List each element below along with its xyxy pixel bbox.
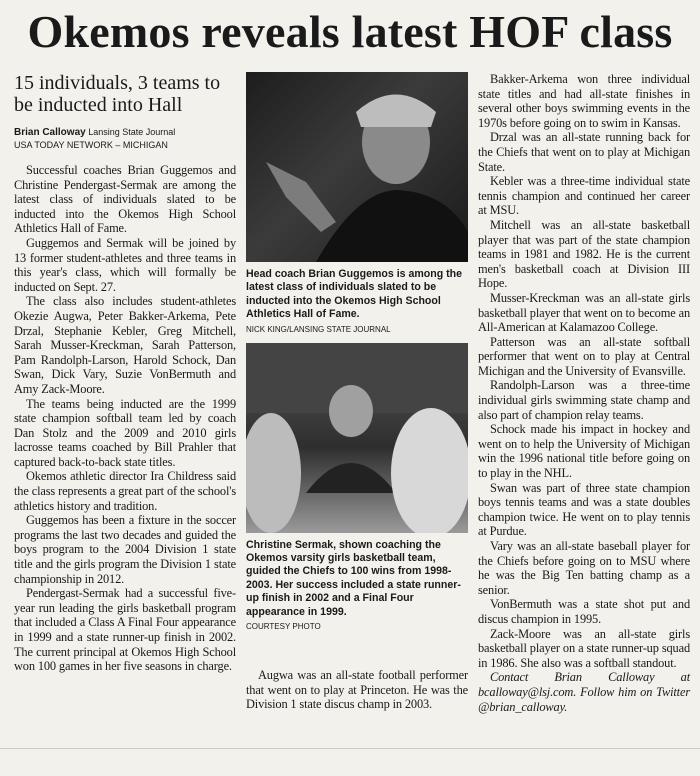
coach-sermak-photo	[246, 343, 468, 533]
paragraph: Patterson was an all-state softball performer that went on to play at Central Michigan and the University of Evansville.	[478, 334, 690, 378]
paragraph: Drzal was an all-state running back for the Chiefs that went on to play at Michigan State.	[478, 130, 690, 174]
paragraph: Swan was part of three state champion boys tennis teams and was a state doubles champion twice. He went on to play tennis at Purdue.	[478, 480, 690, 539]
paragraph: Augwa was an all-state football performer that went on to play at Princeton. He was the Division 1 state discus champ in 2003.	[246, 668, 468, 712]
bottom-rule	[0, 748, 700, 749]
coach-guggemos-photo	[246, 72, 468, 262]
paragraph: Vary was an all-state baseball player for the Chiefs before going on to MSU where he was the Big Ten batting champ as a senior.	[478, 539, 690, 597]
paragraph: Bakker-Arkema won three individual state titles and had all-state finishes in several other boys swimming events in the 1970s before going on to swim in Kansas.	[478, 72, 690, 130]
paragraph: Kebler was a three-time individual state tennis champion and continued her career at MSU.	[478, 174, 690, 218]
paragraph: Musser-Kreckman was an all-state girls basketball player that went on to become an All-American at Kalamazoo College.	[478, 290, 690, 335]
paragraph: Pendergast-Sermak had a successful five-year run leading the girls basketball program that included a Class A Final Four appearance in 1999 and a state runner-up finish in 2002. The current principal at Okemos High School won 100 games in her five seasons in charge.	[14, 586, 236, 674]
photo1-caption: Head coach Brian Guggemos is among the latest class of individuals slated to be inducted into the Okemos High School Athletics Hall of Fame.	[246, 268, 463, 321]
byline-network: USA TODAY NETWORK – MICHIGAN	[14, 140, 168, 150]
photo2-caption: Christine Sermak, shown coaching the Okemos varsity girls basketball team, guided the Chiefs to 100 wins from 1998-2003. Her success included a state runner-up finish in 2002 and a Final Four appearance in 1999.	[246, 538, 461, 618]
byline-author: Brian Calloway	[14, 127, 86, 138]
paragraph: VonBermuth was a state shot put and discus champion in 1995.	[478, 597, 690, 626]
byline-outlet: Lansing State Journal	[88, 127, 176, 137]
photo2-credit: COURTESY PHOTO	[246, 622, 321, 632]
column-3	[478, 72, 690, 714]
paragraph: Successful coaches Brian Guggemos and Christine Pendergast-Sermak are among the latest class of individuals slated to be inducted into the Okemos High School Athletics Hall of Fame.	[14, 163, 236, 236]
subhead: 15 individuals, 3 teams to be inducted into Hall	[14, 72, 221, 116]
paragraph: The class also includes student-athletes Okezie Augwa, Peter Bakker-Arkema, Pete Drzal, Stephanie Kebler, Greg Mitchell, Sarah Musser-Kreckman, Sarah Patterson, Pam Randolph-Larson, Harold Schock, Dan Swan, Dick Vary, Suzie VonBermuth and Amy Zack-Moore.	[14, 294, 236, 396]
column-1	[14, 72, 236, 674]
contact-line: Contact Brian Calloway at bcalloway@lsj.com. Follow him on Twitter @brian_calloway.	[478, 670, 690, 714]
paragraph: Zack-Moore was an all-state girls basketball player on a state runner-up squad in 1986. She also was a softball standout.	[478, 626, 690, 670]
paragraph: Guggemos has been a fixture in the soccer programs the last two decades and guided the boys program to the 2004 Division 1 state title and the girls program the Division 1 state championship in 2012.	[14, 513, 236, 586]
photo-placeholder-icon	[246, 72, 468, 262]
headline: Okemos reveals latest HOF class	[27, 6, 673, 57]
paragraph: Schock made his impact in hockey and went on to help the University of Michigan win the 1996 national title before going on to play in the NHL.	[478, 422, 690, 481]
photo-placeholder-icon	[246, 343, 468, 533]
column-2	[246, 72, 468, 712]
photo1-credit: NICK KING/LANSING STATE JOURNAL	[246, 324, 391, 334]
paragraph: Okemos athletic director Ira Childress said the class represents a great part of the school's athletics history and tradition.	[14, 469, 236, 513]
byline	[14, 126, 236, 151]
paragraph: Mitchell was an all-state basketball player that was part of the state champion teams in 1981 and 1982. He is the current men's basketball coach at Division III Hope.	[478, 217, 690, 291]
paragraph: Guggemos and Sermak will be joined by 13 former student-athletes and three teams in this year's class, which will formally be inducted on Sept. 27.	[14, 235, 236, 294]
paragraph: Randolph-Larson was a three-time individual girls swimming state champ and also part of champion relay teams.	[478, 378, 690, 422]
paragraph: The teams being inducted are the 1999 state champion softball team led by coach Dan Stolz and the 2009 and 2010 girls lacrosse teams coached by Bill Prahler that captured back-to-back state titles.	[14, 396, 236, 469]
